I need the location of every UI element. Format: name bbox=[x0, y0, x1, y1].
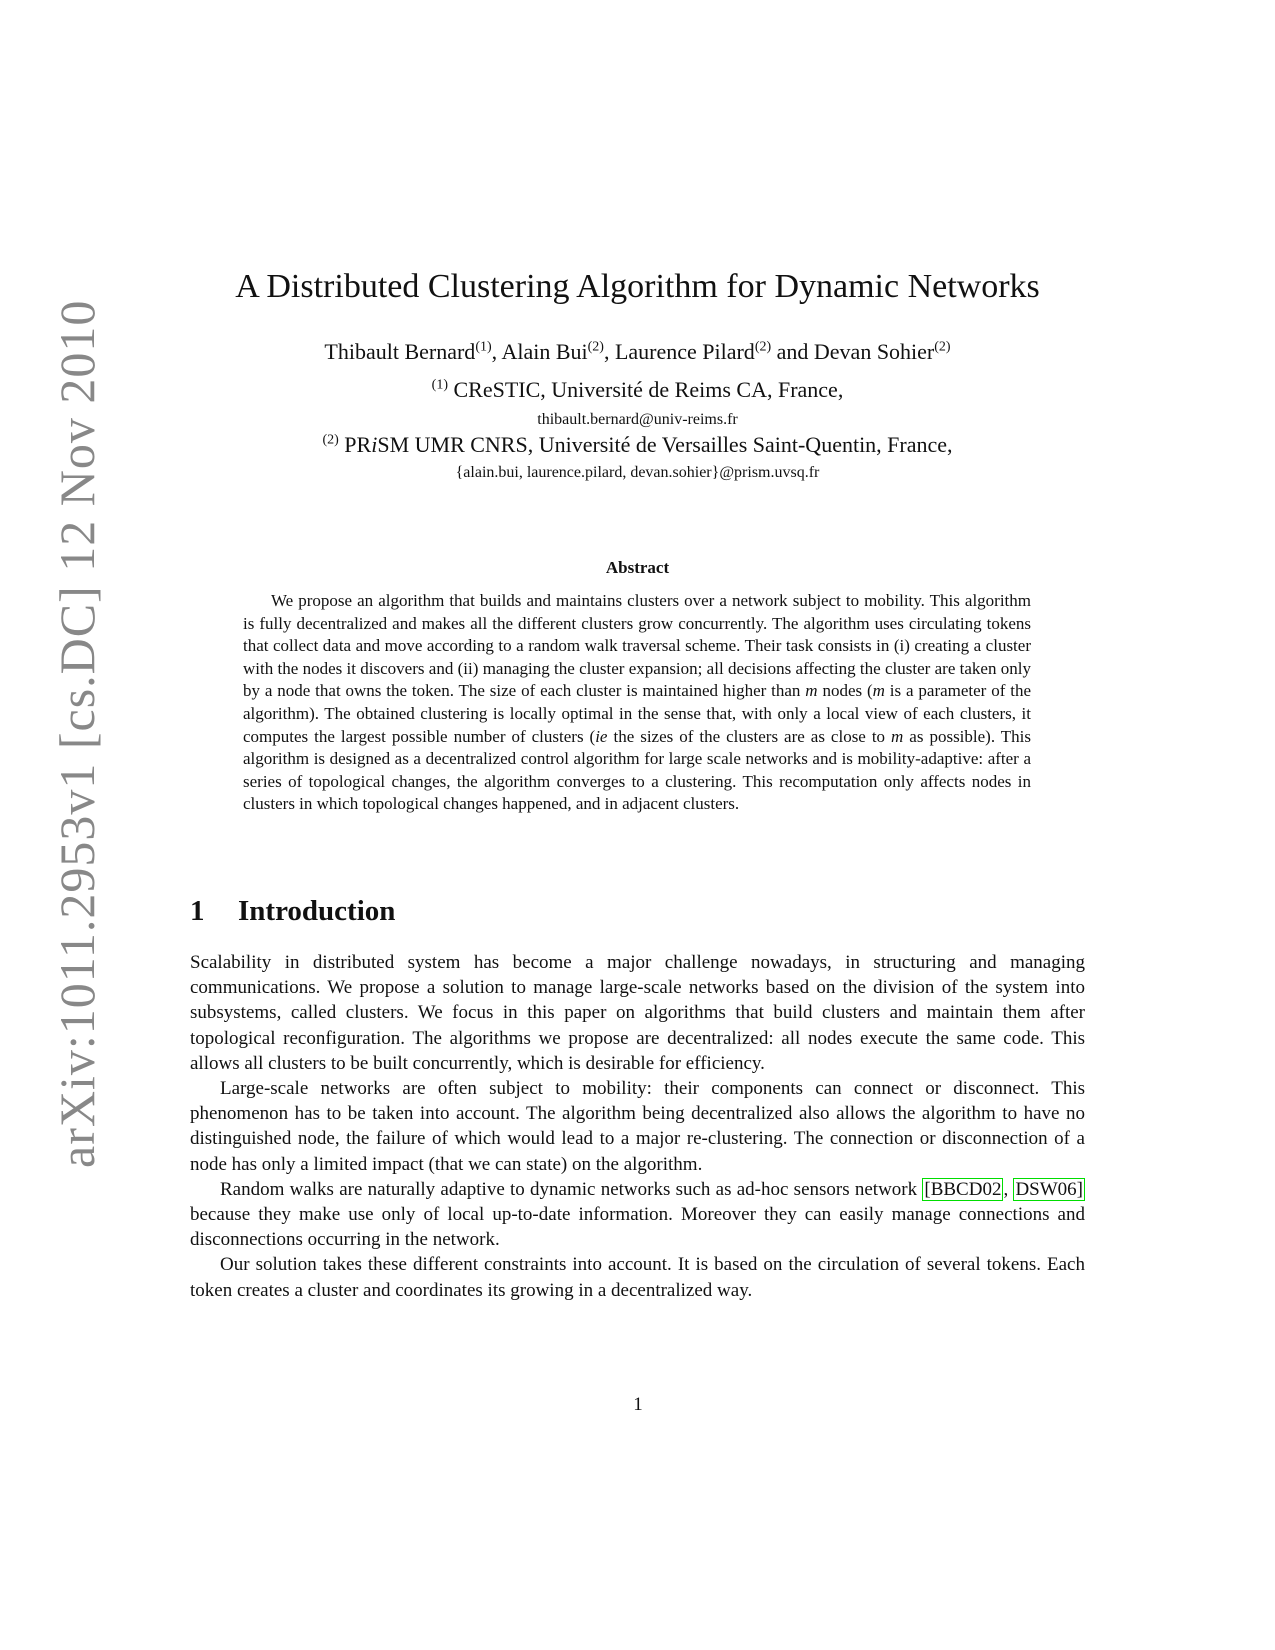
paper-title: A Distributed Clustering Algorithm for Dynamic Networks bbox=[235, 268, 1040, 305]
author-name: Alain Bui bbox=[501, 339, 588, 364]
affiliation-text: CReSTIC, Université de Reims CA, France, bbox=[453, 377, 844, 402]
author-affiliation-mark: (2) bbox=[934, 339, 951, 355]
abstract-segment: nodes ( bbox=[817, 681, 873, 701]
math-var-m: m bbox=[891, 726, 904, 746]
abstract-segment: the sizes of the clusters are as close to bbox=[607, 726, 892, 746]
author-affiliation-mark: (2) bbox=[754, 339, 772, 355]
affiliation-text-italic: i bbox=[371, 432, 378, 457]
affiliation-mark: (1) bbox=[431, 377, 448, 393]
author-list bbox=[150, 339, 1125, 365]
paragraph: Scalability in distributed system has become a major challenge nowadays, in structuring and managing communications. We propose a solution to manage large-scale networks based on the division of the system into subsystems, called clusters. We focus in this paper on algorithms that build clusters and maintain them after topological reconfiguration. The algorithms we propose are decentralized: all nodes execute the same code. This allows all clusters to be built concurrently, which is desirable for efficiency. bbox=[190, 952, 1085, 1074]
affiliation-1-email: thibault.bernard@univ-reims.fr bbox=[537, 411, 738, 428]
author-name: Laurence Pilard bbox=[614, 339, 755, 364]
abstract-segment: as possible). This algorithm is designed as a decentralized control algorithm for large scale networks and is mobility-adaptive: after a series of topological changes, the algorithm converges to a clustering. This recomputation only affects nodes in clusters in which topological changes happened, and in adjacent clusters. bbox=[243, 726, 1031, 814]
citation-separator: , bbox=[1003, 1178, 1014, 1200]
author-separator: , bbox=[491, 339, 502, 364]
arxiv-identifier-stamp: arXiv:1011.2953v1 [cs.DC] 12 Nov 2010 bbox=[49, 299, 105, 1168]
abstract-italic-ie: ie bbox=[595, 726, 608, 746]
abstract-segment: is a parameter of the algorithm). The obtained clustering is locally optimal in the sense that, with only a local view of each clusters, it computes the largest possible number of clusters ( bbox=[243, 681, 1032, 746]
paragraph: Our solution takes these different constraints into account. It is based on the circulation of several tokens. Each token creates a cluster and coordinates its growing in a decentralized way. bbox=[190, 1254, 1085, 1301]
citation-link-dsw06[interactable]: DSW06] bbox=[1015, 1178, 1084, 1200]
author-affiliation-mark: (2) bbox=[587, 339, 604, 355]
paragraph bbox=[190, 1177, 1085, 1253]
affiliation-2 bbox=[150, 432, 1125, 458]
page-number: 1 bbox=[633, 1394, 643, 1415]
section-heading-introduction bbox=[190, 895, 395, 928]
abstract-segment: We propose an algorithm that builds and maintains clusters over a network subject to mobility. This algorithm is fully decentralized and makes all the different clusters grow concurrently. The algorithm uses circulating tokens that collect data and move according to a random walk traversal scheme. Their task consists in (i) creating a cluster with the nodes it discovers and (ii) managing the cluster expansion; all decisions affecting the cluster are taken only by a node that owns the token. The size of each cluster is maintained higher than bbox=[243, 591, 1031, 701]
author-affiliation-mark: (1) bbox=[475, 339, 492, 355]
affiliation-1 bbox=[150, 377, 1125, 403]
paragraph-segment: because they make use only of local up-to-date information. Moreover they can easily manage connections and disconnections occurring in the network. bbox=[190, 1204, 1085, 1251]
introduction-body bbox=[190, 950, 1085, 1303]
affiliation-2-email: {alain.bui, laurence.pilard, devan.sohier}@prism.uvsq.fr bbox=[455, 464, 820, 481]
abstract-heading: Abstract bbox=[605, 558, 670, 577]
math-var-m: m bbox=[805, 681, 818, 701]
paragraph-segment: Random walks are naturally adaptive to dynamic networks such as ad-hoc sensors network bbox=[220, 1178, 923, 1200]
paragraph: Large-scale networks are often subject to mobility: their components can connect or disconnect. This phenomenon has to be taken into account. The algorithm being decentralized also allows the algorithm to have no distinguished node, the failure of which would lead to a major re-clustering. The connection or disconnection of a node has only a limited impact (that we can state) on the algorithm. bbox=[190, 1078, 1085, 1175]
math-var-m: m bbox=[872, 681, 885, 701]
affiliation-text-part: SM UMR CNRS, Université de Versailles Saint-Quentin, France, bbox=[377, 432, 953, 457]
section-title: Introduction bbox=[238, 895, 396, 927]
author-separator: , bbox=[603, 339, 615, 364]
author-name: Thibault Bernard bbox=[324, 339, 476, 364]
section-number: 1 bbox=[190, 895, 205, 927]
abstract-text bbox=[243, 590, 1031, 816]
author-separator: and bbox=[771, 339, 814, 364]
citation-link-bbcd02[interactable]: [BBCD02 bbox=[924, 1178, 1002, 1200]
author-name: Devan Sohier bbox=[813, 339, 935, 364]
affiliation-text bbox=[344, 432, 952, 457]
affiliation-text-part: PR bbox=[344, 432, 372, 457]
affiliation-mark: (2) bbox=[322, 432, 339, 448]
